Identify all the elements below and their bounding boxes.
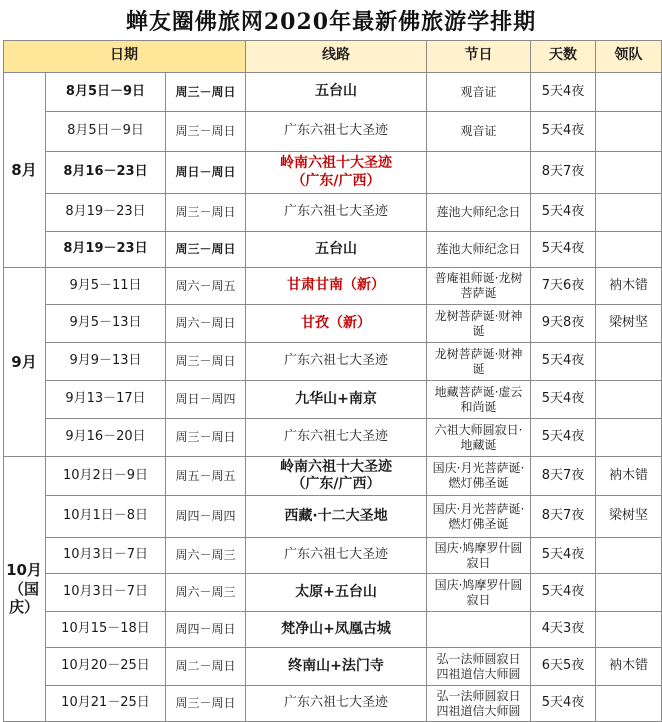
weekday-cell: 周二－周日 — [166, 648, 246, 686]
route-cell: 九华山+南京 — [246, 381, 427, 419]
date-cell: 9月13－17日 — [46, 381, 166, 419]
leader-cell: 梁树坚 — [596, 305, 662, 343]
weekday-cell: 周六－周五 — [166, 268, 246, 305]
festival-cell: 龙树菩萨诞·财神诞 — [427, 343, 531, 381]
days-cell: 5天4夜 — [531, 232, 596, 268]
route-cell: 广东六祖七大圣迹 — [246, 686, 427, 722]
leader-cell — [596, 194, 662, 232]
leader-cell: 梁树坚 — [596, 496, 662, 538]
date-cell: 10月21－25日 — [46, 686, 166, 722]
header-leader: 领队 — [596, 40, 662, 73]
page-title: 蝉友圈佛旅网2020年最新佛旅游学排期 — [125, 8, 537, 35]
date-cell: 8月19－23日 — [46, 194, 166, 232]
weekday-cell: 周三－周日 — [166, 686, 246, 722]
weekday-cell: 周六－周三 — [166, 538, 246, 574]
weekday-cell: 周日－周四 — [166, 381, 246, 419]
date-cell: 9月5－13日 — [46, 305, 166, 343]
festival-cell: 六祖大师圆寂日·地藏诞 — [427, 419, 531, 457]
weekday-cell: 周四－周日 — [166, 612, 246, 648]
festival-cell: 莲池大师纪念日 — [427, 194, 531, 232]
days-cell: 5天4夜 — [531, 538, 596, 574]
leader-cell — [596, 73, 662, 112]
days-cell: 8天7夜 — [531, 152, 596, 194]
festival-cell: 国庆·月光菩萨诞·燃灯佛圣诞 — [427, 496, 531, 538]
days-cell: 5天4夜 — [531, 574, 596, 612]
festival-cell: 观音证 — [427, 73, 531, 112]
leader-cell: 衲木错 — [596, 268, 662, 305]
festival-cell: 弘一法师圆寂日 四祖道信大师圆 — [427, 648, 531, 686]
festival-cell: 普庵祖师诞·龙树菩萨诞 — [427, 268, 531, 305]
days-cell: 7天6夜 — [531, 268, 596, 305]
leader-cell — [596, 152, 662, 194]
date-cell: 8月19－23日 — [46, 232, 166, 268]
weekday-cell: 周六－周日 — [166, 305, 246, 343]
festival-cell: 国庆·鸠摩罗什圆寂日 — [427, 574, 531, 612]
leader-cell — [596, 381, 662, 419]
date-cell: 8月5日－9日 — [46, 112, 166, 152]
weekday-cell: 周三－周日 — [166, 343, 246, 381]
date-cell: 9月5－11日 — [46, 268, 166, 305]
date-cell: 8月16－23日 — [46, 152, 166, 194]
weekday-cell: 周三－周日 — [166, 73, 246, 112]
days-cell: 9天8夜 — [531, 305, 596, 343]
route-cell: 太原+五台山 — [246, 574, 427, 612]
route-cell: 西藏·十二大圣地 — [246, 496, 427, 538]
weekday-cell: 周五－周五 — [166, 457, 246, 496]
header-days: 天数 — [531, 40, 596, 73]
route-cell: 甘肃甘南（新） — [246, 268, 427, 305]
leader-cell — [596, 232, 662, 268]
route-cell: 五台山 — [246, 232, 427, 268]
days-cell: 5天4夜 — [531, 343, 596, 381]
route-cell: 广东六祖七大圣迹 — [246, 112, 427, 152]
days-cell: 5天4夜 — [531, 419, 596, 457]
days-cell: 5天4夜 — [531, 112, 596, 152]
days-cell: 5天4夜 — [531, 381, 596, 419]
weekday-cell: 周日－周日 — [166, 152, 246, 194]
date-cell: 9月9－13日 — [46, 343, 166, 381]
days-cell: 5天4夜 — [531, 686, 596, 722]
date-cell: 10月20－25日 — [46, 648, 166, 686]
header-date: 日期 — [3, 40, 246, 73]
festival-cell: 国庆·月光菩萨诞·燃灯佛圣诞 — [427, 457, 531, 496]
route-cell: 五台山 — [246, 73, 427, 112]
weekday-cell: 周三－周日 — [166, 112, 246, 152]
date-cell: 10月3日－7日 — [46, 538, 166, 574]
festival-cell: 莲池大师纪念日 — [427, 232, 531, 268]
days-cell: 8天7夜 — [531, 457, 596, 496]
date-cell: 9月16－20日 — [46, 419, 166, 457]
festival-cell: 观音证 — [427, 112, 531, 152]
route-cell: 广东六祖七大圣迹 — [246, 419, 427, 457]
header-route: 线路 — [246, 40, 427, 73]
weekday-cell: 周四－周四 — [166, 496, 246, 538]
route-cell: 终南山+法门寺 — [246, 648, 427, 686]
days-cell: 6天5夜 — [531, 648, 596, 686]
festival-cell: 龙树菩萨诞·财神诞 — [427, 305, 531, 343]
festival-cell — [427, 152, 531, 194]
days-cell: 4天3夜 — [531, 612, 596, 648]
route-cell: 岭南六祖十大圣迹 （广东/广西） — [246, 457, 427, 496]
days-cell: 5天4夜 — [531, 194, 596, 232]
month-label: 10月 （国 庆） — [3, 457, 46, 722]
leader-cell — [596, 112, 662, 152]
date-cell: 10月3日－7日 — [46, 574, 166, 612]
route-cell: 广东六祖七大圣迹 — [246, 538, 427, 574]
days-cell: 8天7夜 — [531, 496, 596, 538]
festival-cell: 地藏菩萨诞·虚云和尚诞 — [427, 381, 531, 419]
leader-cell — [596, 612, 662, 648]
leader-cell: 衲木错 — [596, 648, 662, 686]
festival-cell: 国庆·鸠摩罗什圆寂日 — [427, 538, 531, 574]
days-cell: 5天4夜 — [531, 73, 596, 112]
leader-cell — [596, 343, 662, 381]
weekday-cell: 周三－周日 — [166, 419, 246, 457]
festival-cell: 弘一法师圆寂日 四祖道信大师圆 — [427, 686, 531, 722]
date-cell: 10月15－18日 — [46, 612, 166, 648]
route-cell: 岭南六祖十大圣迹 （广东/广西） — [246, 152, 427, 194]
month-label: 9月 — [3, 268, 46, 457]
leader-cell — [596, 574, 662, 612]
festival-cell — [427, 612, 531, 648]
leader-cell — [596, 419, 662, 457]
leader-cell — [596, 686, 662, 722]
weekday-cell: 周三－周日 — [166, 232, 246, 268]
route-cell: 梵净山+凤凰古城 — [246, 612, 427, 648]
date-cell: 10月1日－8日 — [46, 496, 166, 538]
weekday-cell: 周三－周日 — [166, 194, 246, 232]
route-cell: 甘孜（新） — [246, 305, 427, 343]
header-festival: 节日 — [427, 40, 531, 73]
month-label: 8月 — [3, 73, 46, 268]
date-cell: 8月5日－9日 — [46, 73, 166, 112]
leader-cell: 衲木错 — [596, 457, 662, 496]
weekday-cell: 周六－周三 — [166, 574, 246, 612]
route-cell: 广东六祖七大圣迹 — [246, 194, 427, 232]
date-cell: 10月2日－9日 — [46, 457, 166, 496]
leader-cell — [596, 538, 662, 574]
route-cell: 广东六祖七大圣迹 — [246, 343, 427, 381]
